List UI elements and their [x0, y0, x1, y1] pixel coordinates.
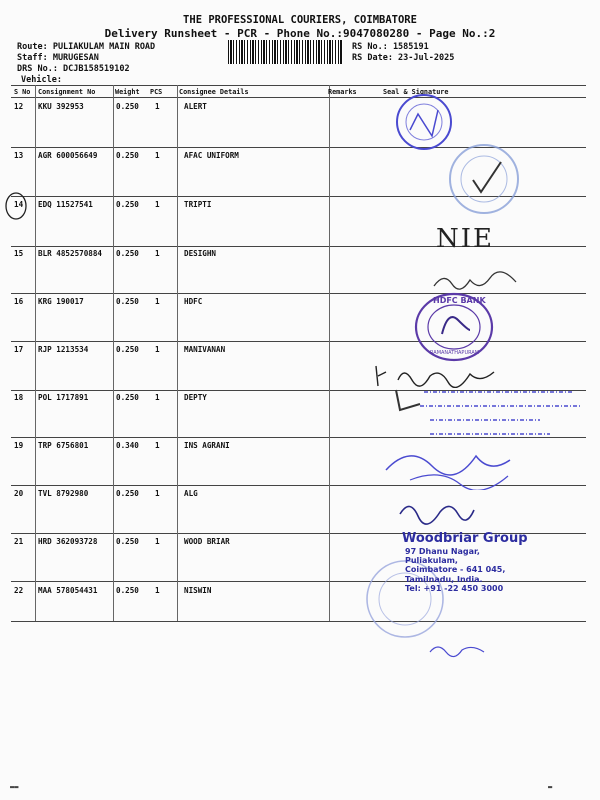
- row-consignment: KKU 392953: [38, 102, 84, 111]
- row-sno: 21: [14, 537, 24, 546]
- vehicle-label: Vehicle:: [21, 75, 62, 85]
- tamil-stamp-row18: [390, 384, 590, 440]
- row-pcs: 1: [155, 249, 160, 258]
- row-weight: 0.340: [116, 441, 139, 450]
- hdfc-stamp-sub: RAMANATHAPURAM: [430, 350, 480, 356]
- col-remarks: Remarks: [328, 88, 357, 96]
- row-sno: 14: [14, 200, 24, 209]
- woodbriar-stamp: [402, 532, 528, 593]
- row-pcs: 1: [155, 586, 160, 595]
- row-sno: 22: [14, 586, 24, 595]
- row-consignment: BLR 4852570884: [38, 249, 103, 258]
- row-consignee: WOOD BRIAR: [184, 537, 230, 546]
- woodbriar-line5: Tel: +91 -22 450 3000: [405, 583, 504, 593]
- signature-nie: NIE: [436, 224, 494, 254]
- row-consignment: AGR 600056649: [38, 151, 98, 160]
- row-pcs: 1: [155, 297, 160, 306]
- row-consignment: HRD 362093728: [38, 537, 98, 546]
- hdfc-stamp-text: HDFC BANK: [433, 296, 486, 305]
- row-pcs: 1: [155, 102, 160, 111]
- row-consignment: POL 1717891: [38, 393, 89, 402]
- row-pcs: 1: [155, 151, 160, 160]
- row-consignee: HDFC: [184, 297, 203, 306]
- row-sno: 17: [14, 345, 24, 354]
- footer-mark-left: ▬▬: [10, 783, 19, 791]
- seal-stamp-2: [445, 140, 523, 218]
- row-pcs: 1: [155, 489, 160, 498]
- row-weight: 0.250: [116, 249, 139, 258]
- woodbriar-line3: Coimbatore - 641 045,: [405, 565, 506, 575]
- company-title: THE PROFESSIONAL COURIERS, COIMBATORE: [183, 14, 417, 26]
- footer-mark-right: ▬: [548, 783, 553, 791]
- row-consignee: ALG: [184, 489, 198, 498]
- col-consignee: Consignee Details: [179, 88, 249, 96]
- row-consignment: KRG 190017: [38, 297, 84, 306]
- woodbriar-line1: 97 Dhanu Nagar,: [405, 546, 480, 556]
- staff-label: Staff: MURUGESAN: [17, 53, 99, 63]
- row-sno: 18: [14, 393, 24, 402]
- row-pcs: 1: [155, 200, 160, 209]
- row-consignment: RJP 1213534: [38, 345, 89, 354]
- row-consignee: TRIPTI: [184, 200, 212, 209]
- row-weight: 0.250: [116, 102, 139, 111]
- row-weight: 0.250: [116, 151, 139, 160]
- row-sno: 19: [14, 441, 24, 450]
- row-weight: 0.250: [116, 200, 139, 209]
- row-consignment: TVL 8792980: [38, 489, 89, 498]
- rs-number: RS No.: 1585191: [352, 42, 429, 52]
- route-label: Route: PULIAKULAM MAIN ROAD: [17, 42, 156, 52]
- barcode: [228, 40, 343, 64]
- row-consignment: EDQ 11527541: [38, 200, 93, 209]
- col-weight: Weight: [115, 88, 140, 96]
- col-sno: S No: [14, 88, 31, 96]
- drs-label: DRS No.: DCJB158519102: [17, 64, 130, 74]
- row-consignee: ALERT: [184, 102, 207, 111]
- rs-date: RS Date: 23-Jul-2025: [352, 53, 455, 63]
- woodbriar-line2: Puliakulam,: [405, 556, 458, 566]
- row-consignment: MAA 578054431: [38, 586, 98, 595]
- row-sno: 15: [14, 249, 24, 258]
- row-weight: 0.250: [116, 586, 139, 595]
- signature-scribble-row20: [396, 494, 476, 528]
- row-sno: 12: [14, 102, 24, 111]
- col-consignment: Consignment No: [38, 88, 96, 96]
- signature-scribble-row22: [428, 640, 488, 658]
- row-sno: 13: [14, 151, 24, 160]
- row-pcs: 1: [155, 345, 160, 354]
- handwritten-circle-mark: [3, 190, 29, 222]
- woodbriar-name: Woodbriar Group: [402, 531, 528, 546]
- row-pcs: 1: [155, 537, 160, 546]
- col-pcs: PCS: [150, 88, 163, 96]
- col-seal: Seal & Signature: [383, 88, 449, 96]
- signature-scribble-row19: [380, 440, 530, 490]
- row-sno: 20: [14, 489, 24, 498]
- row-weight: 0.250: [116, 297, 139, 306]
- row-sno: 16: [14, 297, 24, 306]
- row-weight: 0.250: [116, 393, 139, 402]
- row-consignee: DESIGHN: [184, 249, 217, 258]
- row-consignment: TRP 6756801: [38, 441, 89, 450]
- runsheet-subtitle: Delivery Runsheet - PCR - Phone No.:9047080280 - Page No.:2: [104, 27, 496, 40]
- row-weight: 0.250: [116, 537, 139, 546]
- row-pcs: 1: [155, 393, 160, 402]
- row-pcs: 1: [155, 441, 160, 450]
- row-consignee: DEPTY: [184, 393, 207, 402]
- row-consignee: AFAC UNIFORM: [184, 151, 239, 160]
- woodbriar-line4: Tamilnadu, India.: [405, 574, 483, 584]
- row-weight: 0.250: [116, 489, 139, 498]
- row-consignee: MANIVANAN: [184, 345, 226, 354]
- row-consignee: INS AGRANI: [184, 441, 230, 450]
- row-weight: 0.250: [116, 345, 139, 354]
- row-consignee: NISWIN: [184, 586, 212, 595]
